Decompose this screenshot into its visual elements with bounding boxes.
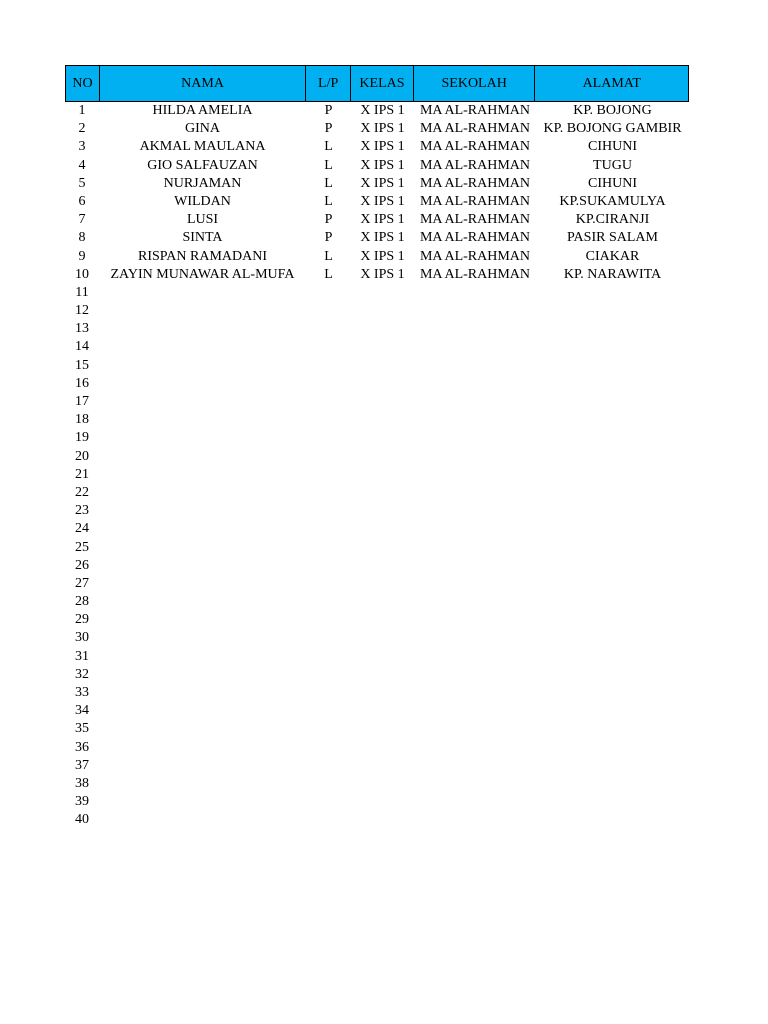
cell-no: 20: [75, 448, 89, 464]
cell-sekolah: [414, 320, 536, 338]
cell-kelas: [351, 466, 414, 484]
cell-sekolah: [414, 338, 536, 356]
cell-nama: ZAYIN MUNAWAR AL-MUFA: [110, 266, 295, 282]
cell-no: 38: [75, 775, 89, 791]
table-row: [65, 175, 689, 193]
table-row: [65, 248, 689, 266]
cell-no: 22: [75, 484, 89, 500]
cell-no: 19: [75, 430, 89, 446]
table-row: [65, 702, 689, 720]
cell-lp: [306, 302, 351, 320]
table-row: [65, 284, 689, 302]
table-row: [65, 375, 689, 393]
cell-nama: [99, 666, 306, 684]
cell-no: 12: [75, 303, 89, 319]
cell-no: 27: [75, 575, 89, 591]
cell-sekolah: MA AL-RAHMAN: [419, 212, 531, 228]
cell-kelas: [351, 757, 414, 775]
cell-alamat: CIHUNI: [588, 139, 637, 155]
cell-nama: [99, 284, 306, 302]
cell-sekolah: [414, 557, 536, 575]
cell-no: 34: [75, 703, 89, 719]
cell-lp: [306, 811, 351, 829]
table-row: [65, 575, 689, 593]
cell-nama: AKMAL MAULANA: [139, 139, 266, 155]
cell-alamat: [536, 502, 689, 520]
cell-no: 5: [78, 175, 86, 191]
cell-nama: [99, 629, 306, 647]
cell-nama: [99, 502, 306, 520]
cell-sekolah: [414, 757, 536, 775]
cell-alamat: [536, 284, 689, 302]
cell-sekolah: [414, 775, 536, 793]
table-row: [65, 557, 689, 575]
cell-alamat: [536, 793, 689, 811]
table-row: [65, 720, 689, 738]
table-row: [65, 429, 689, 447]
cell-kelas: [351, 411, 414, 429]
cell-lp: L: [324, 248, 333, 264]
cell-no: 7: [78, 212, 86, 228]
table-row: [65, 757, 689, 775]
cell-lp: P: [324, 121, 333, 137]
cell-lp: L: [324, 175, 333, 191]
cell-kelas: X IPS 1: [360, 121, 405, 137]
cell-lp: [306, 320, 351, 338]
table-row: [65, 357, 689, 375]
cell-sekolah: [414, 302, 536, 320]
cell-kelas: [351, 811, 414, 829]
cell-nama: [99, 702, 306, 720]
cell-kelas: [351, 448, 414, 466]
header-no: NO: [66, 66, 100, 101]
table-row: [65, 539, 689, 557]
table-row: [65, 666, 689, 684]
table-row: [65, 520, 689, 538]
cell-alamat: CIHUNI: [588, 175, 637, 191]
cell-no: 30: [75, 630, 89, 646]
cell-sekolah: MA AL-RAHMAN: [419, 230, 531, 246]
cell-sekolah: MA AL-RAHMAN: [419, 193, 531, 209]
cell-lp: [306, 375, 351, 393]
cell-lp: [306, 575, 351, 593]
cell-alamat: [536, 429, 689, 447]
cell-nama: NURJAMAN: [163, 175, 242, 191]
cell-alamat: [536, 648, 689, 666]
header-nama: NAMA: [100, 66, 306, 101]
cell-alamat: [536, 411, 689, 429]
table-row: [65, 102, 689, 120]
cell-alamat: [536, 520, 689, 538]
cell-nama: [99, 338, 306, 356]
cell-lp: [306, 757, 351, 775]
cell-nama: [99, 466, 306, 484]
cell-sekolah: [414, 684, 536, 702]
cell-kelas: [351, 666, 414, 684]
cell-lp: L: [324, 193, 333, 209]
cell-no: 23: [75, 503, 89, 519]
cell-alamat: KP.SUKAMULYA: [559, 193, 666, 209]
table-row: [65, 502, 689, 520]
cell-alamat: [536, 393, 689, 411]
cell-nama: [99, 648, 306, 666]
cell-sekolah: [414, 629, 536, 647]
cell-alamat: KP. BOJONG: [573, 103, 652, 118]
cell-no: 36: [75, 739, 89, 755]
table-row: [65, 393, 689, 411]
cell-lp: [306, 357, 351, 375]
table-row: [65, 648, 689, 666]
cell-alamat: KP. NARAWITA: [563, 266, 662, 282]
cell-nama: [99, 375, 306, 393]
cell-kelas: [351, 648, 414, 666]
cell-kelas: [351, 338, 414, 356]
cell-no: 11: [75, 284, 89, 300]
cell-kelas: [351, 284, 414, 302]
cell-sekolah: [414, 593, 536, 611]
header-sekolah: SEKOLAH: [414, 66, 536, 101]
cell-no: 25: [75, 539, 89, 555]
cell-nama: [99, 811, 306, 829]
cell-alamat: [536, 357, 689, 375]
cell-sekolah: [414, 520, 536, 538]
cell-lp: L: [324, 157, 333, 173]
table-row: [65, 466, 689, 484]
cell-nama: [99, 429, 306, 447]
cell-no: 29: [75, 612, 89, 628]
table-row: [65, 211, 689, 229]
cell-alamat: [536, 611, 689, 629]
cell-no: 35: [75, 721, 89, 737]
cell-no: 13: [75, 321, 89, 337]
cell-kelas: X IPS 1: [360, 175, 405, 191]
cell-alamat: PASIR SALAM: [567, 230, 658, 246]
cell-sekolah: MA AL-RAHMAN: [419, 175, 531, 191]
table-row: [65, 302, 689, 320]
cell-no: 32: [75, 666, 89, 682]
cell-alamat: [536, 466, 689, 484]
cell-lp: [306, 629, 351, 647]
cell-sekolah: [414, 502, 536, 520]
cell-no: 15: [75, 357, 89, 373]
cell-nama: [99, 757, 306, 775]
cell-kelas: [351, 611, 414, 629]
cell-lp: L: [324, 139, 333, 155]
cell-lp: L: [324, 266, 333, 282]
cell-lp: [306, 593, 351, 611]
cell-kelas: [351, 502, 414, 520]
cell-sekolah: MA AL-RAHMAN: [419, 121, 531, 137]
cell-lp: [306, 739, 351, 757]
cell-kelas: [351, 684, 414, 702]
cell-alamat: [536, 739, 689, 757]
cell-sekolah: MA AL-RAHMAN: [419, 266, 531, 282]
cell-no: 9: [78, 248, 86, 264]
cell-alamat: [536, 575, 689, 593]
cell-sekolah: [414, 375, 536, 393]
cell-sekolah: [414, 411, 536, 429]
cell-nama: [99, 357, 306, 375]
cell-kelas: X IPS 1: [360, 212, 405, 228]
cell-no: 24: [75, 521, 89, 537]
cell-alamat: [536, 684, 689, 702]
cell-sekolah: MA AL-RAHMAN: [419, 103, 531, 118]
cell-nama: GINA: [185, 121, 220, 137]
table-row: [65, 266, 689, 284]
cell-alamat: [536, 629, 689, 647]
cell-nama: GIO SALFAUZAN: [147, 157, 258, 173]
cell-alamat: [536, 539, 689, 557]
table-row: [65, 338, 689, 356]
cell-nama: [99, 539, 306, 557]
cell-alamat: [536, 338, 689, 356]
cell-lp: P: [324, 103, 333, 118]
cell-nama: [99, 739, 306, 757]
cell-nama: [99, 611, 306, 629]
cell-sekolah: [414, 429, 536, 447]
cell-sekolah: MA AL-RAHMAN: [419, 157, 531, 173]
table-row: [65, 629, 689, 647]
cell-nama: [99, 520, 306, 538]
cell-kelas: [351, 520, 414, 538]
cell-no: 37: [75, 757, 89, 773]
cell-kelas: [351, 429, 414, 447]
cell-nama: [99, 484, 306, 502]
table-row: [65, 320, 689, 338]
cell-lp: [306, 720, 351, 738]
table-row: [65, 138, 689, 156]
cell-lp: [306, 393, 351, 411]
cell-alamat: [536, 375, 689, 393]
cell-lp: P: [324, 230, 333, 246]
cell-kelas: [351, 557, 414, 575]
cell-no: 4: [78, 157, 86, 173]
cell-alamat: KP. BOJONG GAMBIR: [543, 121, 682, 137]
cell-kelas: [351, 702, 414, 720]
cell-nama: [99, 557, 306, 575]
cell-lp: [306, 284, 351, 302]
cell-lp: [306, 338, 351, 356]
cell-alamat: [536, 593, 689, 611]
cell-kelas: X IPS 1: [360, 230, 405, 246]
cell-kelas: [351, 793, 414, 811]
cell-lp: [306, 448, 351, 466]
table-row: [65, 739, 689, 757]
table-body: [65, 102, 689, 830]
cell-no: 8: [78, 230, 86, 246]
table-row: [65, 775, 689, 793]
cell-alamat: [536, 484, 689, 502]
cell-kelas: [351, 593, 414, 611]
cell-sekolah: [414, 739, 536, 757]
cell-sekolah: [414, 702, 536, 720]
cell-nama: SINTA: [182, 230, 223, 246]
cell-no: 31: [75, 648, 89, 664]
cell-nama: RISPAN RAMADANI: [137, 248, 267, 264]
cell-kelas: X IPS 1: [360, 266, 405, 282]
cell-sekolah: [414, 448, 536, 466]
cell-sekolah: [414, 648, 536, 666]
header-alamat: ALAMAT: [582, 75, 641, 91]
cell-kelas: [351, 302, 414, 320]
table-row: [65, 193, 689, 211]
cell-no: 26: [75, 557, 89, 573]
cell-kelas: [351, 775, 414, 793]
cell-sekolah: [414, 466, 536, 484]
cell-no: 28: [75, 594, 89, 610]
cell-alamat: [536, 811, 689, 829]
cell-lp: [306, 466, 351, 484]
table-row: [65, 157, 689, 175]
cell-no: 2: [78, 121, 86, 137]
cell-alamat: KP.CIRANJI: [575, 212, 650, 228]
cell-sekolah: MA AL-RAHMAN: [419, 139, 531, 155]
cell-lp: [306, 666, 351, 684]
cell-alamat: [536, 666, 689, 684]
cell-kelas: [351, 739, 414, 757]
cell-lp: [306, 611, 351, 629]
cell-no: 6: [78, 193, 86, 209]
cell-sekolah: MA AL-RAHMAN: [419, 248, 531, 264]
cell-nama: [99, 793, 306, 811]
table-row: [65, 484, 689, 502]
cell-kelas: X IPS 1: [360, 157, 405, 173]
cell-kelas: [351, 575, 414, 593]
table-row: [65, 684, 689, 702]
cell-sekolah: [414, 484, 536, 502]
table-row: [65, 611, 689, 629]
cell-kelas: X IPS 1: [360, 103, 405, 118]
header-lp: L/P: [306, 66, 351, 101]
cell-lp: [306, 411, 351, 429]
table-row: [65, 120, 689, 138]
cell-kelas: [351, 375, 414, 393]
cell-lp: [306, 684, 351, 702]
cell-kelas: [351, 357, 414, 375]
cell-sekolah: [414, 539, 536, 557]
cell-sekolah: [414, 793, 536, 811]
cell-sekolah: [414, 575, 536, 593]
table-row: [65, 811, 689, 829]
cell-no: 18: [75, 412, 89, 428]
cell-no: 17: [75, 394, 89, 409]
cell-nama: [99, 684, 306, 702]
cell-kelas: X IPS 1: [360, 248, 405, 264]
cell-alamat: [536, 557, 689, 575]
cell-lp: [306, 520, 351, 538]
cell-no: 16: [75, 375, 89, 391]
cell-nama: [99, 320, 306, 338]
cell-sekolah: [414, 811, 536, 829]
cell-alamat: [536, 702, 689, 720]
table-header: [65, 65, 689, 102]
cell-kelas: X IPS 1: [360, 139, 405, 155]
cell-lp: P: [324, 212, 333, 228]
cell-nama: [99, 575, 306, 593]
cell-no: 3: [78, 139, 86, 155]
cell-nama: [99, 448, 306, 466]
cell-no: 33: [75, 685, 89, 700]
table-row: [65, 448, 689, 466]
cell-nama: [99, 302, 306, 320]
cell-kelas: [351, 539, 414, 557]
cell-nama: LUSI: [186, 212, 219, 228]
cell-kelas: [351, 393, 414, 411]
cell-alamat: CIAKAR: [585, 248, 640, 264]
cell-nama: [99, 593, 306, 611]
cell-no: 21: [75, 466, 89, 482]
table-row: [65, 229, 689, 247]
cell-lp: [306, 648, 351, 666]
table-row: [65, 593, 689, 611]
cell-nama: HILDA AMELIA: [152, 103, 253, 118]
cell-alamat: [536, 757, 689, 775]
cell-sekolah: [414, 357, 536, 375]
cell-no: 14: [75, 339, 89, 355]
header-kelas: KELAS: [351, 66, 414, 101]
cell-alamat: [536, 448, 689, 466]
cell-lp: [306, 557, 351, 575]
cell-no: 39: [75, 794, 89, 810]
cell-kelas: [351, 320, 414, 338]
cell-lp: [306, 539, 351, 557]
cell-kelas: X IPS 1: [360, 193, 405, 209]
cell-no: 10: [75, 266, 89, 282]
cell-no: 1: [78, 103, 86, 118]
cell-kelas: [351, 720, 414, 738]
cell-alamat: [536, 320, 689, 338]
cell-nama: [99, 720, 306, 738]
cell-sekolah: [414, 666, 536, 684]
cell-lp: [306, 775, 351, 793]
cell-sekolah: [414, 720, 536, 738]
cell-alamat: [536, 302, 689, 320]
cell-lp: [306, 702, 351, 720]
cell-nama: [99, 775, 306, 793]
cell-nama: [99, 411, 306, 429]
cell-lp: [306, 484, 351, 502]
cell-no: 40: [75, 812, 89, 828]
cell-kelas: [351, 629, 414, 647]
cell-nama: [99, 393, 306, 411]
cell-lp: [306, 502, 351, 520]
cell-kelas: [351, 484, 414, 502]
cell-sekolah: [414, 611, 536, 629]
cell-alamat: TUGU: [593, 157, 632, 173]
cell-lp: [306, 793, 351, 811]
cell-lp: [306, 429, 351, 447]
cell-sekolah: [414, 284, 536, 302]
cell-alamat: [536, 720, 689, 738]
cell-nama: WILDAN: [174, 193, 231, 209]
table-row: [65, 411, 689, 429]
student-table: [65, 65, 689, 830]
cell-alamat: [536, 775, 689, 793]
table-row: [65, 793, 689, 811]
cell-sekolah: [414, 393, 536, 411]
